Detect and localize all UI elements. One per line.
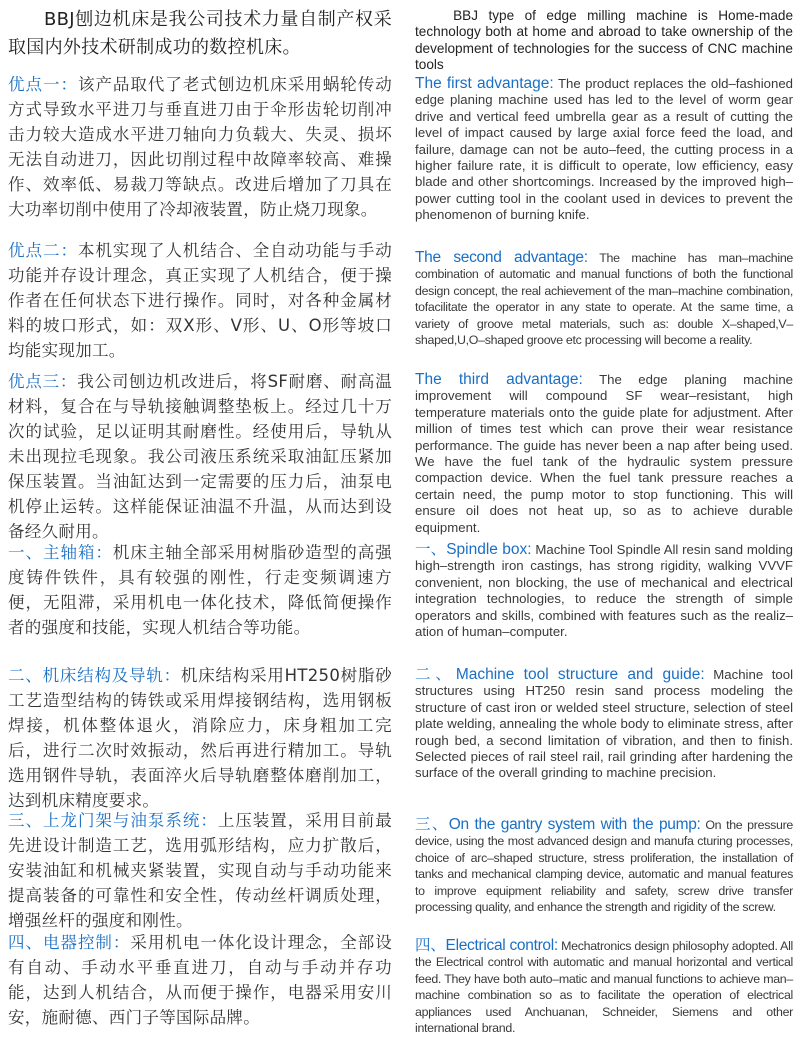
section-spindle-box-zh <box>8 540 392 640</box>
section-body: 机床结构采用HT250树脂砂工艺造型结构的铸铁或采用焊接钢结构，选用钢板焊接，机体整体退火，消除应力，床身粗加工完后，进行二次时效振动，然后再进行精加工。导轨选用钢件导轨，表面淬火后导轨磨整体磨削加工，达到机床精度要求。 <box>8 666 392 810</box>
section-second-advantage-zh <box>8 238 392 363</box>
section-body: The product replaces the old–fashioned edge planing machine used has led to the level of worm gear drive and vertical feed umbrella gear as a result of cutting the level of impact caused by large axial force feed the load, and failure, damage can not be auto–feed, the cutting process in a higher failure rate, it is difficult to operate, low efficiency, easy blade and other shortcomings. Increased by the improved high–power cutting tool in the coolant used in devices to prevent the phenomenon of burning knife. <box>415 76 793 223</box>
section-body: 机床主轴全部采用树脂砂造型的高强度铸件铁件，具有较强的刚性，行走变频调速方便，无阻滞，采用机电一体化技术，降低简便操作者的强度和技能，实现人机结合等功能。 <box>8 543 392 637</box>
section-third-advantage-zh <box>8 369 392 544</box>
section-body: Machine tool structures using HT250 resin sand process modeling the structure of cast iron or welded steel structure, selection of steel plate welding, annealing the whole body to eliminate stress, after rough bed, a second limitation of vibration, and then to finish. Selected pieces of rail steel rail, rail grinding after hardening the surface of the overall grinding to machine precision. <box>415 667 793 781</box>
section-heading: The second advantage: <box>415 249 588 266</box>
intro-paragraph-en: BBJ type of edge milling machine is Home-made technology both at home and abroad to take ownership of the development of technologies for the success of CNC machine tools <box>415 8 793 73</box>
section-body: 我公司刨边机改进后，将SF耐磨、耐高温材料，复合在与导轨接触调整垫板上。经过几十万次的试验，足以证明其耐磨性。经使用后，导轨从未出现拉毛现象。我公司液压系统采取油缸压紧加保压装置。当油缸达到一定需要的压力后，油泵电机停止运转。这样能保证油温不升温，从而达到设备经久耐用。 <box>8 372 392 541</box>
section-heading: 优点三： <box>8 372 78 391</box>
section-heading: 一、Spindle box: <box>415 541 532 558</box>
section-heading: 四、电器控制： <box>8 933 131 952</box>
section-body: The machine has man–machine combination of automatic and manual functions of both the functional design concept, the real achievement of the man–machine combination, tofacilitate the operator in any state to operate. At the same time, a variety of groove metal materials, such as: double X–shaped,V–shaped,U,O–shaped groove etc processing will become a reality. <box>415 251 793 348</box>
section-spindle-box-en <box>415 542 793 640</box>
section-heading: 二、Machine tool structure and guide: <box>415 666 705 683</box>
section-heading: 优点二： <box>8 241 78 260</box>
section-second-advantage-en <box>415 250 793 348</box>
section-heading: The third advantage: <box>415 371 583 388</box>
section-body: Mechatronics design philosophy adopted. All the Electrical control with automatic and manual horizontal and vertical feed. They have both auto–matic and manual functions to achieve man–machine combination so as to facilitate the operation of electrical appliances used Anchuanan, Schneider, Siemens and other international brand. <box>415 939 793 1036</box>
section-heading: 三、On the gantry system with the pump: <box>415 816 701 833</box>
section-heading: The first advantage: <box>415 75 554 92</box>
section-electrical-control-en <box>415 938 793 1036</box>
section-structure-guide-en <box>415 667 793 782</box>
section-body: Machine Tool Spindle All resin sand molding high–strength iron castings, has strong rigidity, walking VVVF convenient, non blocking, the use of mechanical and electrical integration technologies, to reduce the strength of simple operators and skills, combined with features such as the realiz–ation of human–computer. <box>415 542 794 640</box>
section-structure-guide-zh <box>8 663 392 813</box>
section-body: 上压装置，采用目前最先进设计制造工艺，选用弧形结构，应力扩散后，安装油缸和机械夹紧装置，实现自动与手动功能来提高装备的可靠性和安全性，传动丝杆调质处理，增强丝杆的强度和刚性。 <box>8 811 392 930</box>
section-electrical-control-zh <box>8 930 392 1030</box>
section-body: 本机实现了人机结合、全自动功能与手动功能并存设计理念，真正实现了人机结合，便于操作者在任何状态下进行操作。同时，对各种金属材料的坡口形式，如：双X形、V形、U、O形等坡口均能实现加工。 <box>8 241 393 360</box>
section-body: The edge planing machine improvement will compound SF wear–resistant, high temperature materials onto the guide plate for adjustment. After million of times test which can prove their wear resistance performance. The guide has never been a nap after being used. We have the fuel tank of the hydraulic system pressure compaction device. When the fuel tank pressure reaches a certain need, the pump motor to stop functioning. This will ensure oil does not heat up, so as to achieve durable equipment. <box>415 372 794 535</box>
section-heading: 优点一： <box>8 75 78 94</box>
section-first-advantage-en <box>415 76 793 224</box>
intro-paragraph-zh: BBJ刨边机床是我公司技术力量自制产权采取国内外技术研制成功的数控机床。 <box>8 9 392 58</box>
section-body: On the pressure device, using the most advanced design and manufa cturing processes, choice of arc–shaped structure, stress proliferation, the installation of tanks and mechanical clamping device, automatic and manual features to improve equipment reliability and safety, screw drive transfer processing quality, and enhance the strength and rigidity of the screw. <box>415 818 793 915</box>
section-heading: 二、机床结构及导轨： <box>8 666 181 685</box>
section-first-advantage-zh <box>8 72 392 222</box>
section-body: 采用机电一体化设计理念，全部设有自动、手动水平垂直进刀，自动与手动并存功能，达到人机结合，从而便于操作，电器采用安川安，施耐德、西门子等国际品牌。 <box>8 933 392 1027</box>
section-heading: 三、上龙门架与油泵系统： <box>8 811 218 830</box>
section-body: 该产品取代了老式刨边机床采用蜗轮传动方式导致水平进刀与垂直进刀由于伞形齿轮切削冲击力较大造成水平进刀轴向力负载大、失灵、损坏无法自动进刀，因此切削过程中故障率较高、难操作、效率低、易裁刀等缺点。改进后增加了刀具在大功率切削中使用了冷却液装置，防止烧刀现象。 <box>8 75 393 219</box>
section-third-advantage-en <box>415 372 793 536</box>
section-heading: 一、主轴箱： <box>8 543 113 562</box>
section-gantry-pump-en <box>415 817 793 915</box>
section-gantry-pump-zh <box>8 808 392 933</box>
section-heading: 四、Electrical control: <box>415 937 558 954</box>
